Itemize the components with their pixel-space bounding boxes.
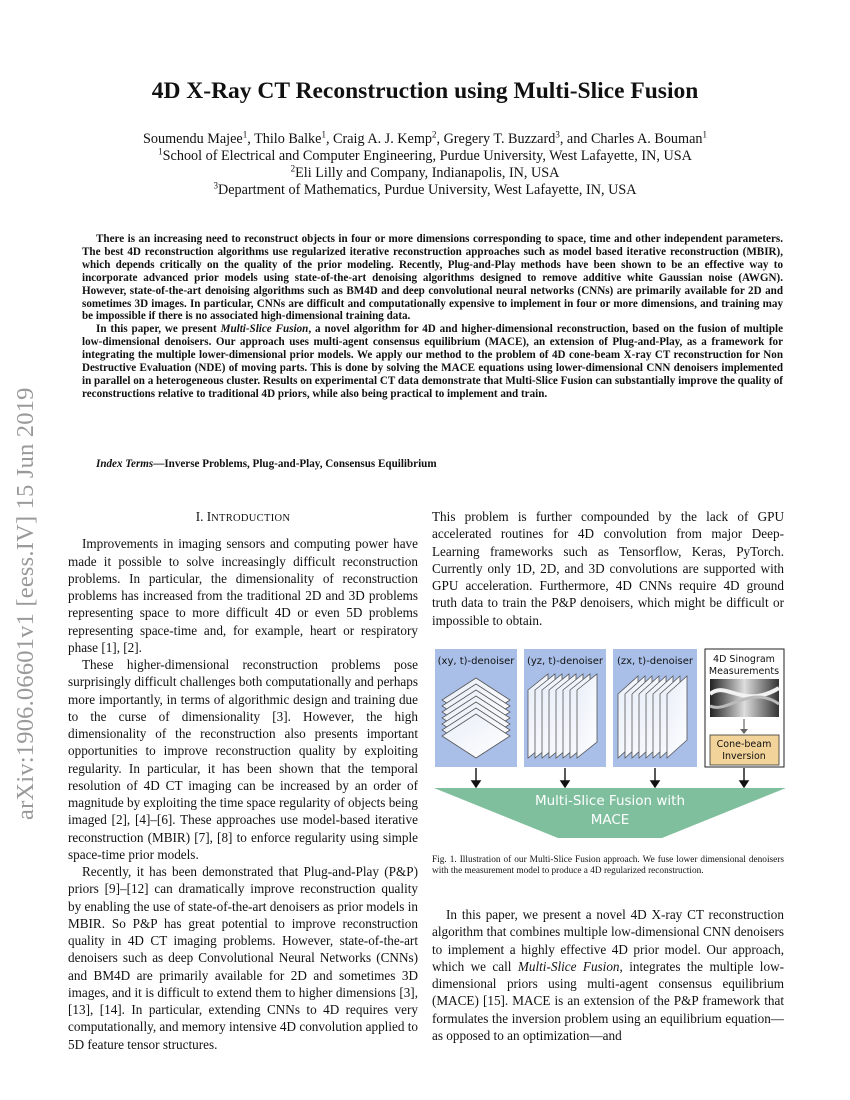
author: Craig A. J. Kemp$^2$ xyxy=(333,129,437,147)
arxiv-identifier: arXiv:1906.06601v1 [eess.IV] 15 Jun 2019 xyxy=(12,387,39,820)
body-paragraph: Recently, it has been demonstrated that Plug-and-Play (P&P) priors [9]–[12] can dramatically improve reconstruction quality by enabling the use of state-of-the-art denoisers as prior models in MBIR. So P&P has great potential to improve reconstruction quality in 4D CT imaging problems. However, state-of-the-art denoisers such as deep Convolutional Neural Networks (CNNs) and BM4D are primarily available for 2D and sometimes 3D images, and it is difficult to extend them to higher dimensions [3], [13], [14]. In particular, extending CNNs to 4D requires very computationally, and memory intensive 4D convolution applied to 5D feature tensor structures. xyxy=(68,864,419,1052)
slice-stack xyxy=(618,676,687,758)
author: Soumendu Majee$^1$ xyxy=(143,129,248,147)
section-heading: I. INTRODUCTION xyxy=(195,509,291,524)
right-column-top xyxy=(432,508,784,629)
denoiser-panel-xy xyxy=(435,649,517,767)
down-arrows xyxy=(472,768,748,787)
denoiser-label: (xy, t)-denoiser xyxy=(437,656,515,667)
author: and Charles A. Bouman$^1$ xyxy=(566,129,707,147)
sinogram-panel xyxy=(705,649,784,767)
paper-title: 4D X-Ray CT Reconstruction using Multi-Slice Fusion xyxy=(151,78,699,104)
denoiser-panel-zx xyxy=(613,649,697,767)
affiliation: $^1$School of Electrical and Computer Engineering, Purdue University, West Lafayette, IN, USA xyxy=(158,146,692,164)
inversion-label: Inversion xyxy=(722,751,766,762)
right-column-bottom xyxy=(432,906,784,1044)
author-list: Soumendu Majee$^1$, Thilo Balke$^1$, Craig A. J. Kemp$^2$, Gregery T. Buzzard$^3$, and Charles A. Bouman$^1$ xyxy=(143,129,707,147)
affiliation: $^2$Eli Lilly and Company, Indianapolis, IN, USA xyxy=(290,163,560,181)
sinogram-label: Measurements xyxy=(708,666,780,677)
fusion-label: Multi-Slice Fusion with xyxy=(534,793,686,809)
figure-diagram xyxy=(432,644,788,840)
body-paragraph: Improvements in imaging sensors and computing power have made it possible to solve increasingly difficult reconstruction problems. In particular, the dimensionality of reconstruction problems has increased from the traditional 2D and 3D problems representing space to more difficult 4D or even 5D problems representing space-time and, for example, heart or respiratory phase [1], [2]. xyxy=(68,536,418,655)
denoiser-label: (zx, t)-denoiser xyxy=(616,656,694,667)
arrow-down-icon xyxy=(740,781,748,787)
body-paragraph: This problem is further compounded by the lack of GPU accelerated routines for 4D convolution from major Deep-Learning frameworks such as Tensorflow, Keras, PyTorch. Currently only 1D, 2D, and 3D convolutions are supported with GPU acceleration. Furthermore, 4D CNNs require 4D ground truth data to train the P&P denoisers, which might be difficult or impossible to obtain. xyxy=(432,509,784,628)
index-terms: Index Terms—Inverse Problems, Plug-and-Play, Consensus Equilibrium xyxy=(96,458,437,470)
figure-caption: Fig. 1. Illustration of our Multi-Slice Fusion approach. We fuse lower dimensional denoisers with the measurement model to produce a 4D regularized reconstruction. xyxy=(432,855,784,877)
affiliation: $^3$Department of Mathematics, Purdue University, West Lafayette, IN, USA xyxy=(213,180,637,198)
slice-stack xyxy=(528,674,597,758)
abstract-paragraph: In this paper, we present Multi-Slice Fusion, a novel algorithm for 4D and higher-dimensional reconstruction, based on the fusion of multiple low-dimensional denoisers. Our approach uses multi-agent consensus equilibrium (MACE), an extension of Plug-and-Play, as a framework for integrating the multiple lower-dimensional prior models. We apply our method to the problem of 4D cone-beam X-ray CT reconstruction for Non Destructive Evaluation (NDE) of moving parts. This is done by solving the MACE equations using lower-dimensional CNN denoisers implemented in parallel on a heterogeneous cluster. Results on experimental CT data demonstrate that Multi-Slice Fusion can substantially improve the quality of reconstructions relative to traditional 4D priors, while also being practical to implement and train. xyxy=(82,323,783,400)
sinogram-label: 4D Sinogram xyxy=(713,654,775,665)
denoiser-label: (yz, t)-denoiser xyxy=(526,656,604,667)
author: Gregery T. Buzzard$^3$ xyxy=(443,129,560,147)
author: Thilo Balke$^1$ xyxy=(254,129,326,147)
body-paragraph: These higher-dimensional reconstruction problems pose surprisingly difficult challenges both computationally and perhaps more importantly, in terms of algorithmic design and training due to the curse of dimensionality [3]. However, the high dimensionality of the reconstruction also presents important opportunities to improve reconstruction quality by exploiting regularity. In particular, it has been shown that the temporal resolution of 4D CT imaging can be increased by an order of magnitude by exploiting the time space regularity of objects being imaged [2], [4]–[6]. These approaches use model-based iterative reconstruction (MBIR) [7], [8] to enforce regularity using simple space-time prior models. xyxy=(68,657,418,862)
author-block xyxy=(60,131,790,199)
inversion-label: Cone-beam xyxy=(716,739,772,750)
fusion-label: MACE xyxy=(590,812,630,828)
denoiser-panel-yz xyxy=(524,649,606,767)
arrow-down-icon xyxy=(651,781,659,787)
left-column xyxy=(68,508,418,1053)
abstract-paragraph: There is an increasing need to reconstruct objects in four or more dimensions corresponding to space, time and other independent parameters. The best 4D reconstruction algorithms use regularized iterative reconstruction approaches such as model based iterative reconstruction (MBIR), which depends critically on the quality of the prior modeling. Recently, Plug-and-Play methods have been shown to be an effective way to incorporate advanced prior models using state-of-the-art denoising algorithms designed to remove additive white Gaussian noise (AWGN). However, state-of-the-art denoising algorithms such as BM4D and deep convolutional neural networks (CNNs) are primarily available for 2D and sometimes 3D images. In particular, CNNs are difficult and computationally expensive to implement in four or more dimensions, and training may be impossible if there is no associated high-dimensional training data. xyxy=(82,233,783,323)
figure-1 xyxy=(432,644,788,840)
body-paragraph: In this paper, we present a novel 4D X-ray CT reconstruction algorithm that combines multiple low-dimensional CNN denoisers to implement a highly effective 4D prior model. Our approach, which we call Multi-Slice Fusion, integrates the multiple low-dimensional priors using multi-agent consensus equilibrium (MACE) [15]. MACE is an extension of the P&P framework that formulates the inversion problem using an equilibrium equation—as opposed to an optimization—and xyxy=(432,907,784,1043)
arrow-down-icon xyxy=(561,781,569,787)
arrow-down-icon xyxy=(472,781,480,787)
abstract xyxy=(82,233,783,401)
